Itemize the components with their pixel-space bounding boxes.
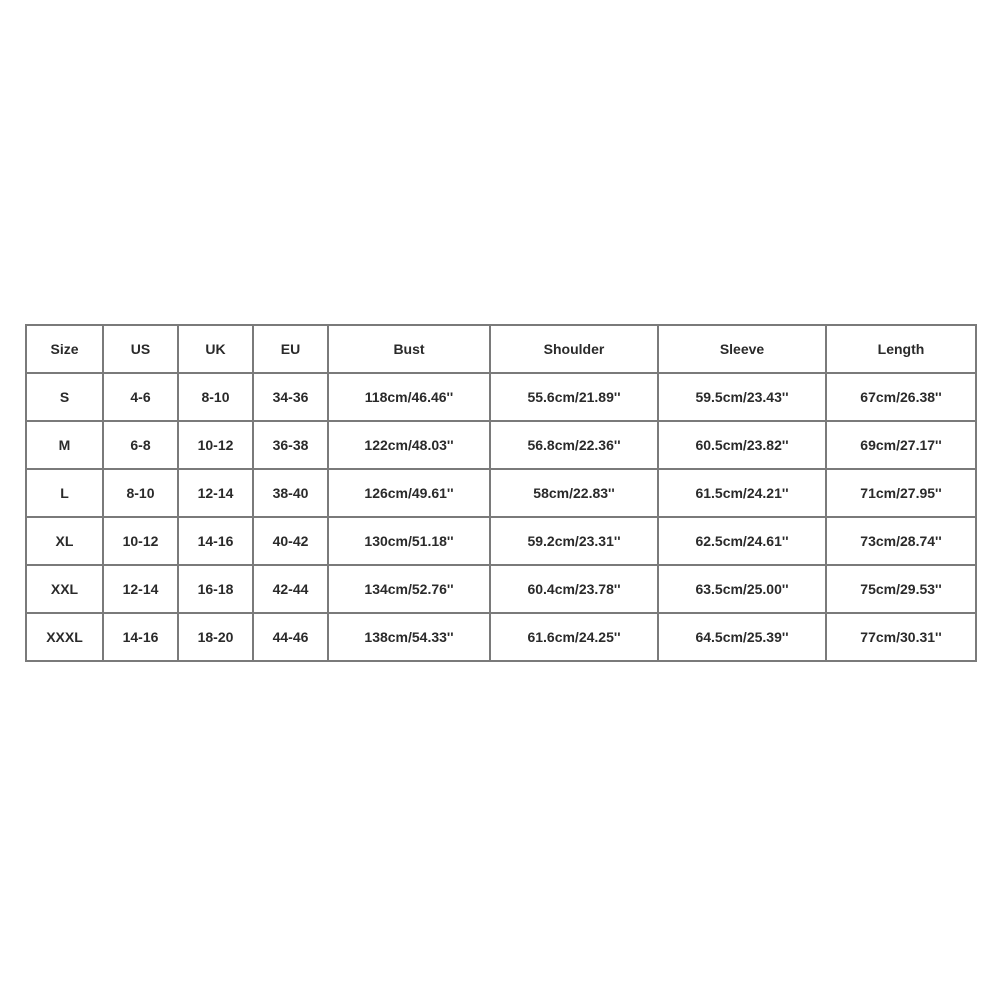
- cell-bust: 138cm/54.33'': [328, 613, 490, 661]
- cell-bust: 134cm/52.76'': [328, 565, 490, 613]
- cell-shoulder: 58cm/22.83'': [490, 469, 658, 517]
- size-chart-table: [25, 324, 977, 662]
- cell-shoulder: 60.4cm/23.78'': [490, 565, 658, 613]
- cell-sleeve: 63.5cm/25.00'': [658, 565, 826, 613]
- header-eu: EU: [253, 325, 328, 373]
- cell-length: 75cm/29.53'': [826, 565, 976, 613]
- cell-size: M: [26, 421, 103, 469]
- cell-bust: 122cm/48.03'': [328, 421, 490, 469]
- cell-length: 71cm/27.95'': [826, 469, 976, 517]
- cell-length: 77cm/30.31'': [826, 613, 976, 661]
- header-size: Size: [26, 325, 103, 373]
- cell-uk: 14-16: [178, 517, 253, 565]
- cell-length: 69cm/27.17'': [826, 421, 976, 469]
- header-row: [26, 325, 976, 373]
- cell-uk: 10-12: [178, 421, 253, 469]
- cell-uk: 12-14: [178, 469, 253, 517]
- header-shoulder: Shoulder: [490, 325, 658, 373]
- cell-bust: 126cm/49.61'': [328, 469, 490, 517]
- header-us: US: [103, 325, 178, 373]
- cell-eu: 42-44: [253, 565, 328, 613]
- cell-shoulder: 56.8cm/22.36'': [490, 421, 658, 469]
- cell-size: XXXL: [26, 613, 103, 661]
- cell-us: 14-16: [103, 613, 178, 661]
- cell-sleeve: 64.5cm/25.39'': [658, 613, 826, 661]
- cell-sleeve: 59.5cm/23.43'': [658, 373, 826, 421]
- cell-size: XL: [26, 517, 103, 565]
- cell-shoulder: 61.6cm/24.25'': [490, 613, 658, 661]
- cell-us: 8-10: [103, 469, 178, 517]
- cell-uk: 18-20: [178, 613, 253, 661]
- table-row: [26, 517, 976, 565]
- table-row: [26, 421, 976, 469]
- cell-eu: 34-36: [253, 373, 328, 421]
- cell-eu: 36-38: [253, 421, 328, 469]
- cell-sleeve: 60.5cm/23.82'': [658, 421, 826, 469]
- cell-uk: 16-18: [178, 565, 253, 613]
- table-row: [26, 565, 976, 613]
- table-row: [26, 373, 976, 421]
- header-bust: Bust: [328, 325, 490, 373]
- cell-shoulder: 55.6cm/21.89'': [490, 373, 658, 421]
- header-sleeve: Sleeve: [658, 325, 826, 373]
- cell-shoulder: 59.2cm/23.31'': [490, 517, 658, 565]
- cell-eu: 38-40: [253, 469, 328, 517]
- cell-eu: 40-42: [253, 517, 328, 565]
- cell-us: 4-6: [103, 373, 178, 421]
- cell-us: 12-14: [103, 565, 178, 613]
- table-row: [26, 613, 976, 661]
- cell-size: L: [26, 469, 103, 517]
- cell-length: 73cm/28.74'': [826, 517, 976, 565]
- cell-sleeve: 62.5cm/24.61'': [658, 517, 826, 565]
- cell-size: XXL: [26, 565, 103, 613]
- cell-bust: 118cm/46.46'': [328, 373, 490, 421]
- header-uk: UK: [178, 325, 253, 373]
- cell-bust: 130cm/51.18'': [328, 517, 490, 565]
- cell-length: 67cm/26.38'': [826, 373, 976, 421]
- table-row: [26, 469, 976, 517]
- cell-uk: 8-10: [178, 373, 253, 421]
- cell-us: 6-8: [103, 421, 178, 469]
- header-length: Length: [826, 325, 976, 373]
- cell-eu: 44-46: [253, 613, 328, 661]
- cell-sleeve: 61.5cm/24.21'': [658, 469, 826, 517]
- cell-size: S: [26, 373, 103, 421]
- cell-us: 10-12: [103, 517, 178, 565]
